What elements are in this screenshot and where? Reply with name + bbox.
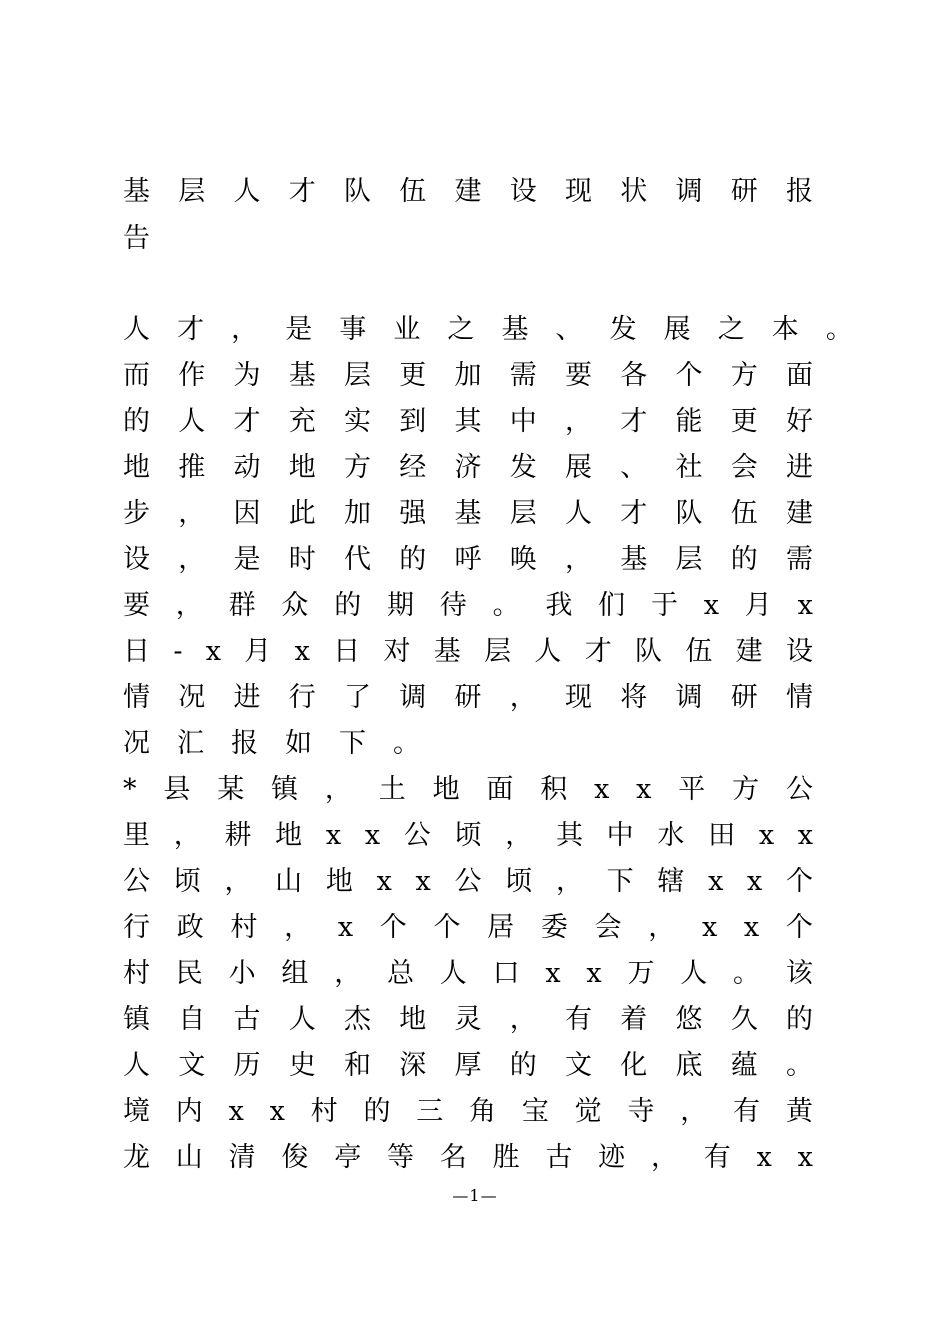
body-line: 镇 自 古 人 杰 地 灵 ， 有 着 悠 久 的 [123, 1004, 813, 1035]
body-line: 日 - x 月 x 日 对 基 层 人 才 队 伍 建 设 [123, 636, 813, 667]
body-line: 地 推 动 地 方 经 济 发 展 、 社 会 进 [123, 452, 813, 483]
body-line: 境 内 x x 村 的 三 角 宝 觉 寺 ， 有 黄 [123, 1096, 813, 1127]
page-number: —1— [452, 1186, 498, 1205]
body-line: 设 ， 是 时 代 的 呼 唤 ， 基 层 的 需 [123, 544, 813, 575]
body-line: 公 顷 ， 山 地 x x 公 顷 ， 下 辖 x x 个 [123, 866, 813, 897]
body-line: 步 ， 因 此 加 强 基 层 人 才 队 伍 建 [123, 498, 813, 529]
body-line: 村 民 小 组 ， 总 人 口 x x 万 人 。 该 [123, 958, 813, 989]
body-line: 情 况 进 行 了 调 研 ， 现 将 调 研 情 [123, 682, 813, 713]
body-line: 龙 山 清 俊 亭 等 名 胜 古 迹 ， 有 x x [123, 1142, 813, 1173]
body-line: * 县 某 镇 ， 土 地 面 积 x x 平 方 公 [123, 774, 813, 805]
body-line: 而 作 为 基 层 更 加 需 要 各 个 方 面 [123, 360, 813, 391]
document-title [123, 168, 813, 262]
title-line: 基 层 人 才 队 伍 建 设 现 状 调 研 报 [123, 176, 813, 207]
document-body [123, 307, 853, 1181]
body-line: 人 文 历 史 和 深 厚 的 文 化 底 蕴 。 [123, 1050, 813, 1081]
body-line: 的 人 才 充 实 到 其 中 ， 才 能 更 好 [123, 406, 813, 437]
body-line: 人 才 ， 是 事 业 之 基 、 发 展 之 本 。 [123, 314, 853, 345]
body-line: 要 ， 群 众 的 期 待 。 我 们 于 x 月 x [123, 590, 813, 621]
body-line: 行 政 村 ， x 个 个 居 委 会 ， x x 个 [123, 912, 813, 943]
title-line: 告 [123, 223, 150, 254]
body-line: 里 ， 耕 地 x x 公 顷 ， 其 中 水 田 x x [123, 820, 813, 851]
body-line: 况 汇 报 如 下 。 [123, 728, 420, 759]
